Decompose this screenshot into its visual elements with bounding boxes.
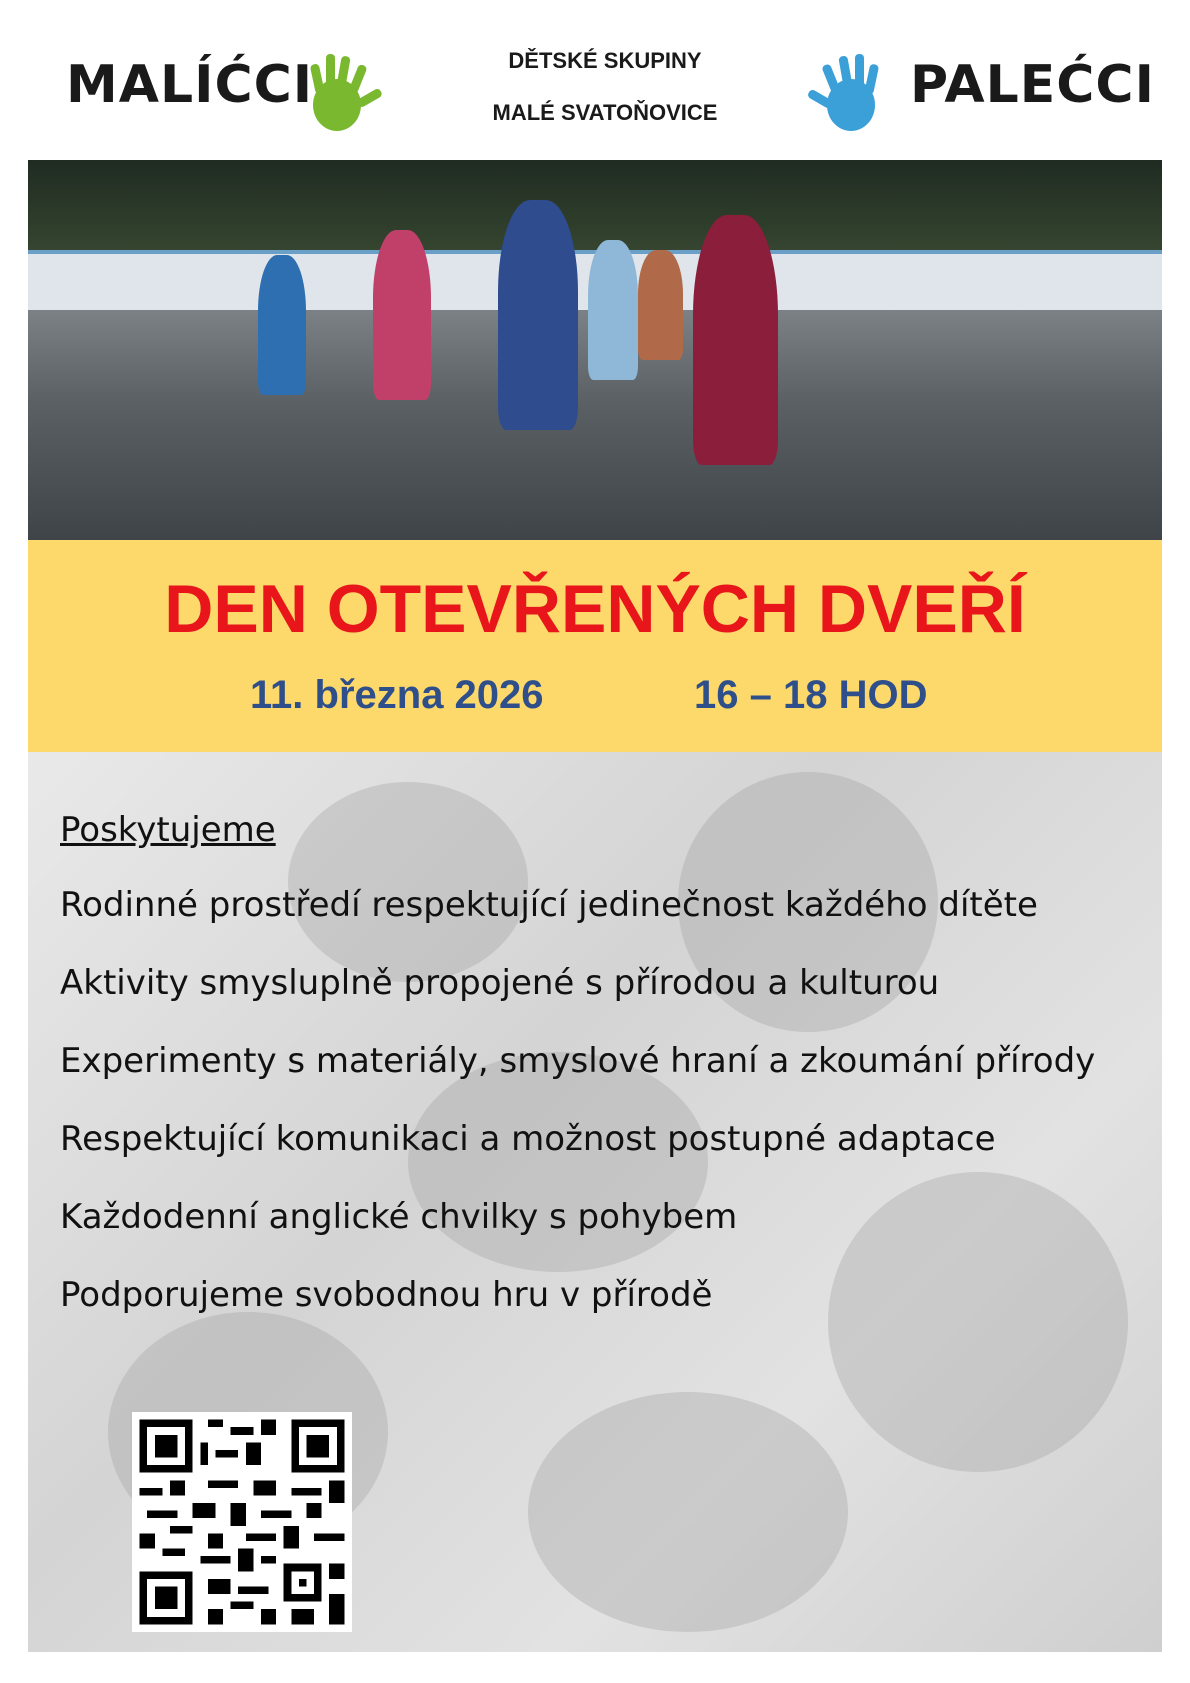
- photo-trees: [28, 160, 1162, 250]
- photo-child-6: [693, 215, 778, 465]
- event-time: 16 – 18 HOD: [694, 673, 928, 717]
- list-item: Rodinné prostředí respektující jedinečnost každého dítěte: [60, 885, 1038, 925]
- organization-heading: [440, 45, 770, 149]
- photo-child-1: [258, 255, 306, 395]
- blue-hand-icon: [805, 50, 885, 135]
- event-date: 11. března 2026: [250, 673, 544, 717]
- heading-line-2: MALÉ SVATOŇOVICE: [492, 100, 718, 125]
- list-item: Experimenty s materiály, smyslové hraní a zkoumání přírody: [60, 1041, 1096, 1081]
- bg-shape: [528, 1392, 848, 1632]
- photo-child-3: [498, 200, 578, 430]
- header: [0, 0, 1190, 160]
- photo-child-2: [373, 230, 431, 400]
- children-puddle-photo: [28, 160, 1162, 540]
- logo-palecci: PALEĆCI: [910, 55, 1155, 115]
- services-section: [60, 810, 1160, 1342]
- green-hand-icon: [305, 50, 385, 135]
- list-item: Podporujeme svobodnou hru v přírodě: [60, 1275, 713, 1315]
- qr-code-icon[interactable]: [132, 1412, 352, 1632]
- open-day-banner: [28, 540, 1162, 752]
- list-item: Respektující komunikaci a možnost postupné adaptace: [60, 1119, 996, 1159]
- list-item: Aktivity smysluplně propojené s přírodou a kulturou: [60, 963, 940, 1003]
- section-title: Poskytujeme: [60, 810, 276, 850]
- list-item: Každodenní anglické chvilky s pohybem: [60, 1197, 738, 1237]
- logo-malicci: MALÍĆCI: [66, 55, 314, 115]
- banner-title: DEN OTEVŘENÝCH DVEŘÍ: [164, 571, 1026, 647]
- photo-child-5: [638, 250, 683, 360]
- photo-child-4: [588, 240, 638, 380]
- heading-line-1: DĚTSKÉ SKUPINY: [508, 48, 702, 73]
